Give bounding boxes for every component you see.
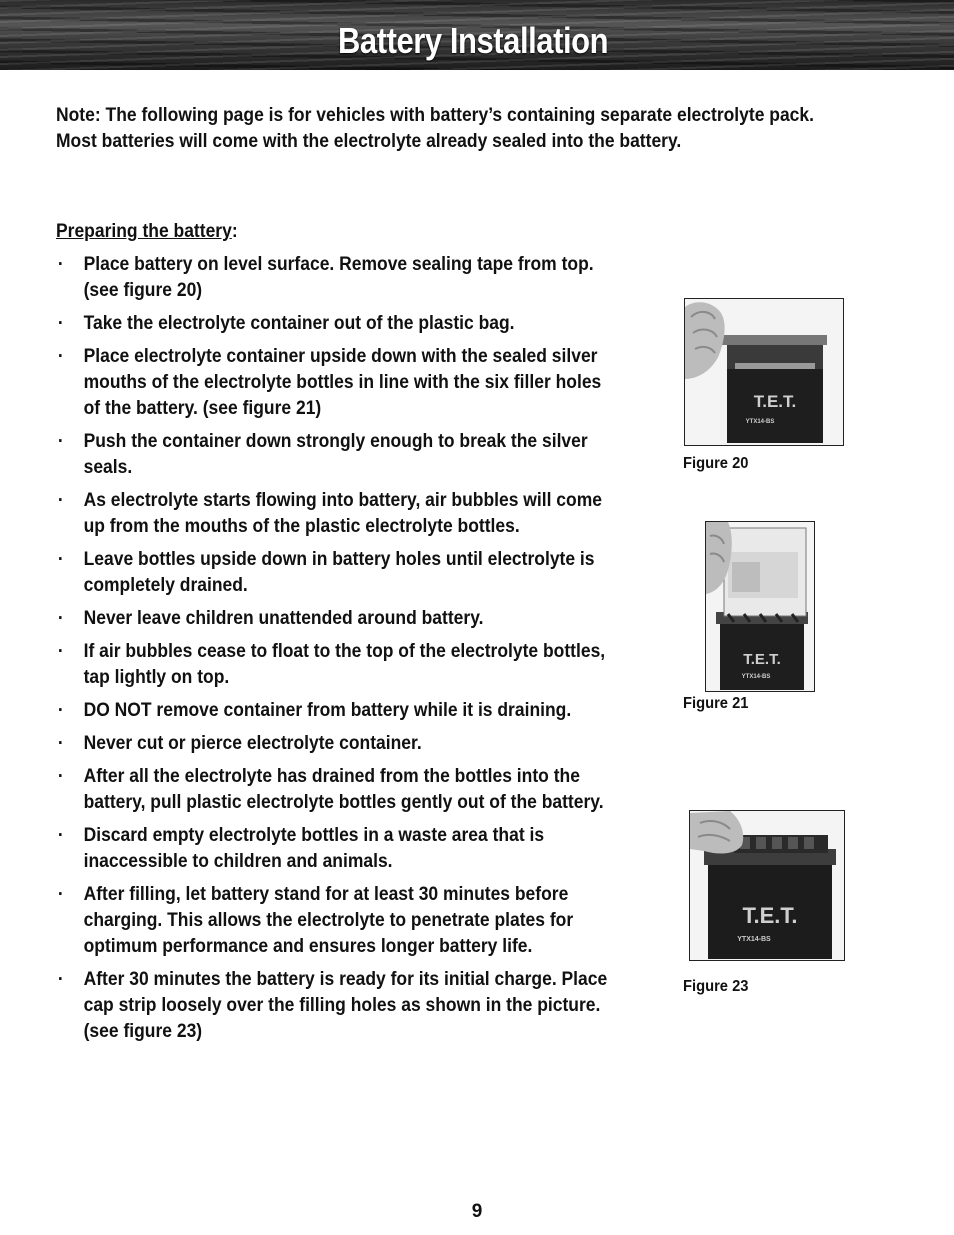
list-item: · After filling, let battery stand for at least 30 minutes before charging. This allows the electrolyte to penetrate plates for optimum performance and ensures longer battery life. xyxy=(56,882,608,960)
list-item: · Discard empty electrolyte bottles in a waste area that is inaccessible to children and animals. xyxy=(56,823,608,875)
battery-brand-text: T.E.T. xyxy=(742,903,798,928)
list-item: · After all the electrolyte has drained from the bottles into the battery, pull plastic electrolyte bottles gently out of the battery. xyxy=(56,764,608,816)
list-item: · DO NOT remove container from battery while it is draining. xyxy=(56,698,608,724)
list-item: · After 30 minutes the battery is ready for its initial charge. Place cap strip loosely over the filling holes as shown in the picture. (see figure 23) xyxy=(56,967,608,1045)
battery-brand-text: T.E.T. xyxy=(753,392,797,411)
page-title: Battery Installation xyxy=(338,20,609,61)
page-number: 9 xyxy=(471,1201,483,1222)
list-item: · Take the electrolyte container out of the plastic bag. xyxy=(56,311,608,337)
section-heading-colon: : xyxy=(231,221,238,242)
battery-photo xyxy=(690,811,844,960)
battery-model-text: YTX14-BS xyxy=(741,674,771,680)
figure-20-photo xyxy=(684,298,844,446)
figure-20-caption: Figure 20 xyxy=(683,455,749,472)
battery-model-text: YTX14-BS xyxy=(745,419,775,425)
figure-21-caption: Figure 21 xyxy=(683,695,749,712)
list-item: · Never leave children unattended around battery. xyxy=(56,606,608,632)
list-item: · If air bubbles cease to float to the top of the electrolyte bottles, tap lightly on top. xyxy=(56,639,608,691)
battery-model-text: YTX14-BS xyxy=(737,936,771,943)
list-item: · As electrolyte starts flowing into battery, air bubbles will come up from the mouths of the plastic electrolyte bottles. xyxy=(56,488,608,540)
battery-photo xyxy=(706,522,814,691)
battery-photo xyxy=(685,299,843,445)
section-heading-text: Preparing the battery xyxy=(56,221,232,242)
list-item: · Never cut or pierce electrolyte container. xyxy=(56,731,608,757)
steps-list xyxy=(56,252,608,1052)
page-header-banner xyxy=(0,0,954,70)
battery-brand-text: T.E.T. xyxy=(743,651,781,668)
figure-23-photo xyxy=(689,810,845,961)
figure-23-caption: Figure 23 xyxy=(683,978,749,995)
list-item: · Push the container down strongly enough to break the silver seals. xyxy=(56,429,608,481)
section-heading xyxy=(56,219,238,245)
list-item: · Place electrolyte container upside down with the sealed silver mouths of the electrolyte bottles in line with the six filler holes of the battery. (see figure 21) xyxy=(56,344,608,422)
note-paragraph: Note: The following page is for vehicles with battery’s containing separate electrolyte pack. Most batteries will come with the electrolyte already sealed into the battery. xyxy=(56,105,814,152)
list-item: · Leave bottles upside down in battery holes until electrolyte is completely drained. xyxy=(56,547,608,599)
list-item: · Place battery on level surface. Remove sealing tape from top. (see figure 20) xyxy=(56,252,608,304)
figure-21-photo xyxy=(705,521,815,692)
